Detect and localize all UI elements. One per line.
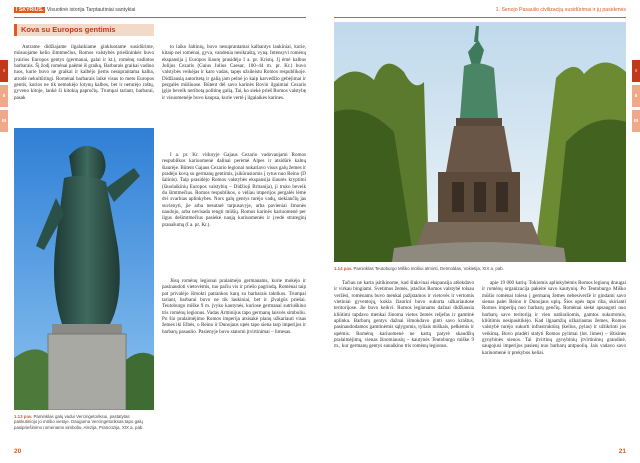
caption-text: Paminklas galų vadui Vercingetoriksui, pastatytas paskutiniojo jo mūšio vietoje. Dauguma Vercingetoriksas tapo galų pasipriešinimo romėnams simboliu, Alezija, Prancūzija, XIX a. pab. <box>14 414 144 430</box>
hermann-monument-photo <box>334 22 626 262</box>
section-title: Kova su Europos gentimis <box>14 24 154 36</box>
chapter-tabs-left <box>0 60 8 135</box>
paragraph: Tačiau ne karta įsitikinome, kad šiukvinai ekspansija atšokdavo ir virkau bingiami. Svetimos žemės, įstačius Romos valstybė tolsau veržėsi, romėnams buvo menkai pažįstamos ir vietovės ir vertomis vietiniai gyventojų, kokia žiaurini buvo sukurta užkariautose teritorijose. Jie buvo keikvi. Romos legionams dažnai didžiausia kliūtimi tapdavo menkai žinoma vietos žemės reljefas ir gamtinė aplinka. Barbarų gentys dažnai išmokdavo ginti savo kraštus, pasinaudodamos gamtinėmis sąlygomis, tyliais miškais, pelkėmis ir upėmis. Romėnų kariuomenė ne kartą patyrė skaudžių pralaimėjimų, vienas žinomiausių – kautynės Teutoburgo miške 9 m., kur germanų gentys sunaikino tris romėnų legionus. <box>334 280 474 350</box>
figure-number: 1.13 pav. <box>14 414 33 419</box>
chapter-tag: I SKYRIUS. <box>16 7 44 13</box>
tab-chapter-1[interactable]: I <box>0 60 8 82</box>
figure-caption-left <box>14 414 154 430</box>
caption-text: Paminklas Teutoburgo Miško mūšiui atminti, Detmoldas, Vokietija, XIX a. pab. <box>353 266 504 271</box>
paragraph: Antrame didžiajame ilgalaikiame ginkluotame susidūrime, mūsuojame kelio šimtmečius, Romos valstybės priešininkės buvo įvairios Europos gentys (germanai, galai ir kt.), romėnų vadintos barbarais. Šį žodį romėnai paėmė iš graikų. Barbarais graikai vadino tuos, kurie buvo ne graikai ir kalbėjo jiems nesuprantama kalba, atrodė nekultūringi. Romėnai barbarais laikė visus to meto Europos gentis, kurios ne tik nemokėjo lotynų kalbos, bet ir neturėjo raštų, gyveno kitoje, lankė ši kitokią papročių. Trumpai tariant, barbarai, pasak <box>14 44 154 101</box>
left-column-text <box>14 44 154 122</box>
right-running-header: 1. Senojo Pasaulio civilizacijų susidūrimai ir jų pasekmės <box>495 7 626 13</box>
paragraph: apie 19 000 karių. Tokiomis aplinkybėmis Romos legionų draugai ir romėnų organizacija pakeitė savo kautynių. Po Teutoburgo Miško mūšio romėnai tolesn į germanų žemes nebesiveržė ir gindami savo sienas palei Reino ir Dunojaus upių. Šios upės tapo riba, skirianti Romos imperijų nuo barbarų genčių. Romėnai siekė apsaugoti nuo barbarų savo teritoriją ir vien natūraliomis, gamtos sukurtomis, kliūtimis nesipasitikėjo. Kad ilgaamžių užkariautas žemes, Romos valstybė turėjo sukurti infrastruktūrą (kelius, pylas) ir užtikrinti jos veikimą. Buvo pradėti statyti Romos pylimai (lot. limes) – ištisinės gynybinės sienos. Tai įtvirtinų gynybinių įtvirtinimų grandinė, saugojusi imperijos pasienį nuo barbarų antpuolių. Jais vadavo savo kariuomenė ir prekybos keliai. <box>482 280 626 356</box>
header-rule <box>14 17 306 18</box>
left-running-header <box>14 7 135 13</box>
vercingetorix-statue-photo <box>14 128 154 410</box>
tab-chapter-2[interactable]: II <box>0 85 8 107</box>
right-column-text-1 <box>162 44 306 150</box>
paragraph: Jūsų romėnų legionai pralaimėjo germanams, kurie mokėjo ir pasinaudoti vietovėmis, tuo pačiu vis ir priešo pagrindą. Romėnai taip pat privalėjo išmokti patrankos karų su barbarais taktikos. Trumpai tariant, barbarai buvo ne tik laukiniai, bet ir įžvalgūs priešai. Teutoburgo miške 9 m. įvyko kautynės, kuriose germanai sutriuškino tris romėnų legionus. Vadas Arminijus tapo germanų laisvės simboliu. Po šio pralaimėjimo Romos imperija atsisakė planų užkariauti visas žemes iki Elbės, o Reino ir Dunojaus upės tapo siena tarp imperijos ir barbarų pasaulio. Pasienyje buvo statomi įtvirtinimai – limesas. <box>162 278 306 335</box>
tab-chapter-3[interactable]: III <box>632 110 640 132</box>
page-number-left: 20 <box>14 448 22 455</box>
header-rule <box>334 17 626 18</box>
chapter-subtitle: Visuotinė istorija Tarptautiniai santykiai <box>46 7 136 13</box>
tab-chapter-1[interactable]: I <box>632 60 640 82</box>
right-column-text-2 <box>162 152 306 276</box>
figure-number: 1.14 pav. <box>334 266 353 271</box>
page-number-right: 21 <box>618 448 626 455</box>
tab-chapter-2[interactable]: II <box>632 85 640 107</box>
right-page <box>320 0 640 463</box>
tab-chapter-3[interactable]: III <box>0 110 8 132</box>
paragraph: I a. pr. Kr. viduryje Gajaus Cezario vadovaujami Romos respublikos kariuomenė dalinai perėmė Alpes ir atsidūrė kalnų šiaurėje. Būtent Gajaus Cezario legionai nukariavo visus galų žemes ir pradėjo kovą su germanų gentimis, įsikūrusiomis į rytus nuo Reino (D šalinis). Taip prasidėjo Romos valstybės ekspansija šiaurės kryptimi (šiuolaikinių Europos valstybių – Didžioji Britanija), ji truko beveik du šimtmečius. Romos respublikos, o vėliau imperijos pergalės lėmė dvi svarbias aplinkybes. Nors galų gentys turėjo vadų, siekiančių jas suvienyti, jie arba nesutarė tarpusavyje, arba pavieniai žmonės naudojo, arba nevisada rengti mūšių. Romos karinės kariuomenė per ilgus dešimtmečius pasiekė naują kariuomenės ir įvedė strateginį pranašumą (I a. pr. Kr.). <box>162 152 306 228</box>
figure-caption-right <box>334 266 626 271</box>
left-column-text <box>334 280 474 442</box>
paragraph: to laiko šaltinių, buvo nesuprantamai kalbantys laukiniai, kurie, kitaip nei romėnai, gyva, vandenia nesikraštą, vyną. Intensyvi romėnų ekspansija į Europos šiaurę prasidėjo I a. pr. Kristų. Jį ėmė kalbus Julijus Cezaris (Gaius Julius Caesar, 100–44 m. pr. Kr.) buvo valstybės veikėjas ir karo vadas, tapęs užsileistu Romos respublikoje. Didžiausią autoritetą ir galią jam pelnė jo kaip karvedžio gebėjimai ir pergalės mūšiuose. Būtent dėl savo karinės Rovin ilgaimiai Cezaris įgijo bevelk neribotą politinę galią. Tai, ko siekė prieš Romos valstybę ir visuomenėje buvo kaupsa, kurie vertė į ilgalaikes karines. <box>162 44 306 101</box>
right-column-text-3 <box>162 278 306 442</box>
chapter-tabs-right <box>632 60 640 135</box>
right-column-text <box>482 280 626 442</box>
